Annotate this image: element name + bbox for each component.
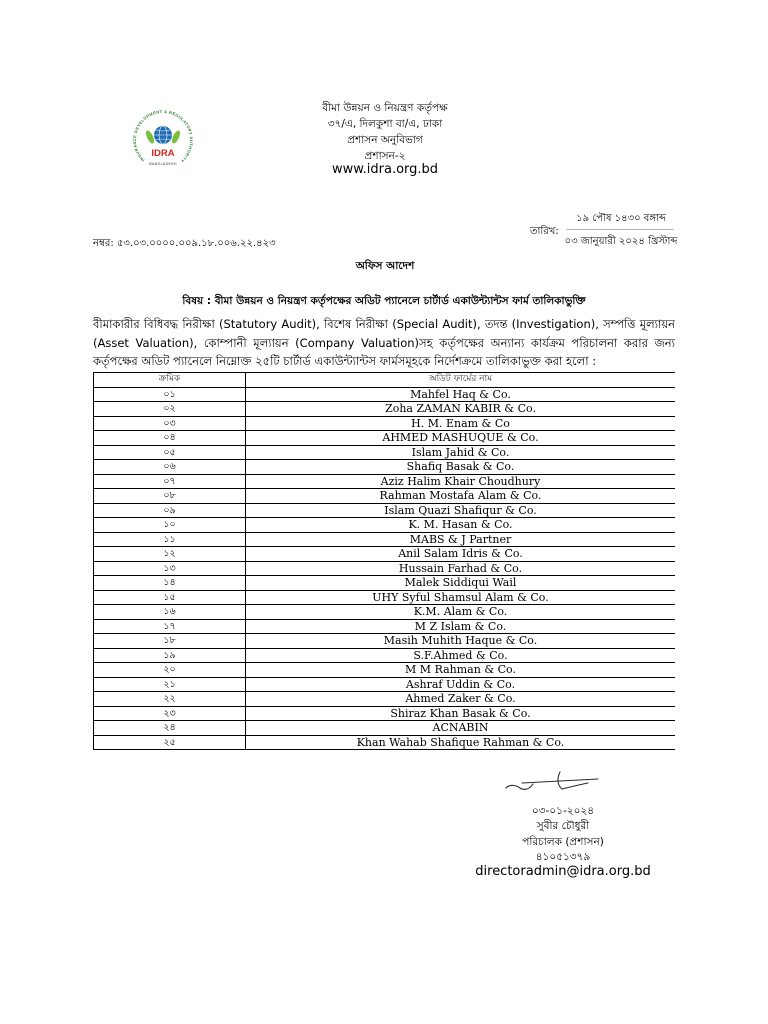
logo-country: BANGLADESH [149, 162, 177, 166]
table-row [94, 591, 675, 606]
firm-name-cell: Zoha ZAMAN KABIR & Co. [385, 402, 536, 415]
serial-cell: ২৪ [94, 721, 246, 735]
table-row [94, 504, 675, 519]
audit-firm-table [93, 372, 675, 750]
table-row [94, 489, 675, 504]
serial-cell: ২৩ [94, 707, 246, 721]
table-row [94, 475, 675, 490]
table-row [94, 518, 675, 533]
serial-cell: ১৫ [94, 591, 246, 605]
serial-cell: ০৯ [94, 504, 246, 518]
firm-name-cell: S.F.Ahmed & Co. [413, 648, 508, 662]
idra-logo [128, 106, 198, 178]
serial-cell: ১৩ [94, 562, 246, 576]
serial-cell: ০৭ [94, 475, 246, 489]
serial-cell: ১৯ [94, 649, 246, 663]
page-title: অফিস আদেশ [355, 260, 415, 272]
table-row [94, 417, 675, 432]
memo-number-label: নম্বর: [93, 238, 114, 249]
signatory-name: সুবীর চৌধুরী [536, 820, 590, 832]
serial-cell: ১৬ [94, 605, 246, 619]
table-row [94, 576, 675, 591]
serial-cell: ১১ [94, 533, 246, 547]
table-header-row [94, 373, 675, 388]
table-row [94, 620, 675, 635]
org-section: প্রশাসন-২ [364, 150, 406, 162]
globe-icon [154, 126, 172, 144]
firm-name-cell: Masih Muhith Haque & Co. [383, 634, 538, 647]
serial-cell: ১০ [94, 518, 246, 532]
firm-name-cell: Islam Jahid & Co. [411, 445, 510, 459]
serial-cell: ০৬ [94, 460, 246, 474]
serial-cell: ২৫ [94, 736, 246, 750]
firm-name-cell: ACNABIN [432, 721, 489, 734]
signatory-phone: ৪১০৫১৩৭৯ [535, 851, 591, 863]
firm-name-cell: Hussain Farhad & Co. [398, 561, 523, 575]
table-row [94, 736, 675, 751]
org-name: বীমা উন্নয়ন ও নিয়ন্ত্রণ কর্তৃপক্ষ [322, 102, 448, 114]
table-body [94, 388, 675, 751]
table-row [94, 649, 675, 664]
signatory-designation: পরিচালক (প্রশাসন) [522, 836, 604, 848]
signature-image [500, 765, 605, 797]
org-website: www.idra.org.bd [331, 162, 439, 177]
firm-name-cell: Islam Quazi Shafiqur & Co. [384, 503, 537, 517]
serial-cell: ২১ [94, 678, 246, 692]
serial-cell: ০৮ [94, 489, 246, 503]
logo-ring-text: INSURANCE DEVELOPMENT & REGULATORY AUTHORITY [131, 108, 195, 164]
serial-cell: ১২ [94, 547, 246, 561]
firm-name-cell: Shafiq Basak & Co. [406, 460, 515, 473]
serial-cell: ০৩ [94, 417, 246, 431]
firm-name-cell: Mahfel Haq & Co. [410, 387, 511, 401]
memo-number [93, 237, 276, 251]
firm-name-cell: UHY Syful Shamsul Alam & Co. [372, 590, 549, 604]
serial-cell: ২২ [94, 692, 246, 706]
firm-name-cell: Rahman Mostafa Alam & Co. [379, 489, 542, 502]
signatory-email: directoradmin@idra.org.bd [475, 864, 651, 879]
date-gregorian: ০৩ জানুয়ারী ২০২৪ খ্রিস্টাব্দ [564, 236, 678, 247]
table-row [94, 634, 675, 649]
subject-line: বিষয় : বীমা উন্নয়ন ও নিয়ন্ত্রণ কর্তৃপক্ষের অডিট প্যানেলে চার্টার্ড একাউন্ট্যান্টস ফার্ম তালিকাভুক্তি [182, 295, 586, 307]
table-row [94, 388, 675, 403]
table-row [94, 678, 675, 693]
org-address: ৩৭/এ, দিলকুশা বা/এ, ঢাকা [327, 118, 443, 130]
signature-date: ০৩-০১-২০২৪ [531, 805, 595, 817]
table-row [94, 431, 675, 446]
firm-name-cell: Shiraz Khan Basak & Co. [390, 706, 531, 720]
body-paragraph: বীমাকারীর বিধিবদ্ধ নিরীক্ষা (Statutory Audit), বিশেষ নিরীক্ষা (Special Audit), তদন্ত (Investigation), সম্পত্তি মূল্যায়ন (Asset Valuation), কোম্পানী মূল্যায়ন (Company Valuation)সহ কর্তৃপক্ষের অন্যান্য কার্যক্রম পরিচালনা করার জন্য কর্তৃপক্ষের অডিট প্যানেলে নিম্নোক্ত ২৫টি চার্টার্ড একাউন্ট্যান্টস ফার্মসমূহকে নির্দেশক্রমে তালিকাভুক্ত করা হলো : [93, 317, 675, 368]
date-divider [566, 229, 674, 230]
firm-name-cell: Malek Siddiqui Wail [404, 576, 517, 589]
table-row [94, 721, 675, 736]
serial-cell: ০৪ [94, 431, 246, 445]
logo-name: IDRA [151, 148, 175, 159]
table-row [94, 605, 675, 620]
header-serial: ক্রমিক [94, 373, 246, 387]
table-row [94, 562, 675, 577]
serial-cell: ১৪ [94, 576, 246, 590]
table-row [94, 547, 675, 562]
table-row [94, 533, 675, 548]
firm-name-cell: M Z Islam & Co. [414, 619, 507, 633]
firm-name-cell: K.M. Alam & Co. [413, 605, 508, 618]
firm-name-cell: MABS & J Partner [409, 532, 512, 546]
date-label: তারিখ: [530, 226, 559, 237]
serial-cell: ০২ [94, 402, 246, 416]
firm-name-cell: Anil Salam Idris & Co. [398, 547, 523, 560]
org-division: প্রশাসন অনুবিভাগ [347, 134, 423, 146]
firm-name-cell: Aziz Halim Khair Choudhury [380, 474, 541, 488]
date-bangla: ১৯ পৌষ ১৪৩০ বঙ্গাব্দ [576, 213, 666, 224]
table-row [94, 460, 675, 475]
table-row [94, 707, 675, 722]
serial-cell: ০৫ [94, 446, 246, 460]
serial-cell: ২০ [94, 663, 246, 677]
firm-name-cell: M M Rahman & Co. [405, 663, 516, 676]
table-row [94, 663, 675, 678]
firm-name-cell: H. M. Enam & Co [411, 416, 510, 430]
serial-cell: ০১ [94, 388, 246, 402]
firm-name-cell: Ashraf Uddin & Co. [405, 677, 516, 691]
firm-name-cell: AHMED MASHUQUE & Co. [382, 431, 539, 444]
memo-number-value: ৫৩.০৩.০০০০.০০৯.১৮.০০৬.২২.৪২৩ [116, 238, 276, 249]
table-row [94, 446, 675, 461]
table-row [94, 402, 675, 417]
header-firm-name: অডিট ফার্মের নাম [428, 374, 493, 384]
table-row [94, 692, 675, 707]
firm-name-cell: Khan Wahab Shafique Rahman & Co. [356, 735, 565, 749]
firm-name-cell: K. M. Hasan & Co. [408, 518, 513, 531]
serial-cell: ১৭ [94, 620, 246, 634]
serial-cell: ১৮ [94, 634, 246, 648]
firm-name-cell: Ahmed Zaker & Co. [405, 692, 516, 705]
